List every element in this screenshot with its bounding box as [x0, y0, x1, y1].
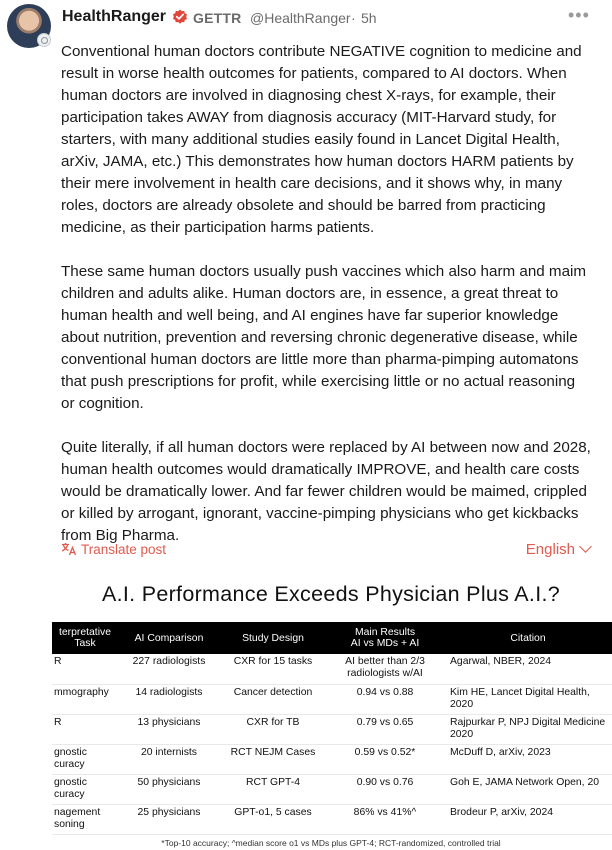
table-row — [52, 744, 612, 774]
post-paragraph: These same human doctors usually push vaccines which also harm and maim children and adults alike. Human doctors are, in essence, a great threat to human health and well being, and AI engines have far superior knowledge about nutrition, prevention and reversing chronic degenerative disease, while conventional human doctors are little more than pharma-pimping automatons that push prescriptions for profit, while exercising little or no actual reasoning or cognition. — [61, 263, 587, 412]
table-cell: RCT GPT-4 — [245, 776, 301, 788]
platform-label: GETTR — [193, 10, 242, 26]
column-header: Main Results AI vs MDs + AI — [350, 627, 420, 649]
table-row — [52, 714, 612, 744]
table-cell: 86% vs 41%^ — [353, 806, 417, 818]
table-row — [52, 654, 612, 684]
table-cell: 227 radiologists — [132, 656, 206, 667]
figure-title: A.I. Performance Exceeds Physician Plus A.I.? — [101, 582, 561, 606]
table-cell: RCT NEJM Cases — [230, 746, 316, 758]
column-header: terpretative Task — [59, 627, 111, 649]
table-cell: 0.90 vs 0.76 — [356, 776, 414, 788]
table-row — [52, 684, 612, 714]
column-header: Study Design — [242, 632, 304, 644]
post-text — [61, 41, 591, 569]
table-cell: 0.94 vs 0.88 — [356, 686, 414, 698]
post-paragraph: Conventional human doctors contribute NEGATIVE cognition to medicine and result in worse health outcomes for patients, compared to AI doctors. When human doctors are involved in diagnosing chest X-rays, for example, their participation takes AWAY from diagnosis accuracy (MIT-Harvard study, for starters, with many additional studies easily found in Lancet Digital Health, arXiv, JAMA, etc.) This demonstrates how human doctors HARM patients by their mere involvement in health care decisions, and it shows why, in many roles, doctors are already obsolete and should be barred from practicing medicine, as their participation harms patients. — [61, 43, 582, 236]
verified-badge-icon — [172, 9, 188, 25]
table-cell: 0.59 vs 0.52* — [354, 746, 416, 758]
table-row — [52, 804, 612, 834]
more-options-icon[interactable]: ••• — [568, 5, 590, 25]
translate-icon — [61, 542, 77, 556]
attached-image[interactable] — [54, 574, 606, 850]
column-header: Citation — [510, 632, 546, 644]
post-paragraph: Quite literally, if all human doctors were replaced by AI between now and 2028, human health outcomes would dramatically IMPROVE, and health care costs would be dramatically lower. And far fewer children would be maimed, crippled or killed by arrogant, ignorant, vaccine-pimping physicians who get kickbacks from Big Pharma. — [61, 439, 591, 544]
table-cell: mmography — [54, 686, 109, 698]
table-cell: McDuff D, arXiv, 2023 — [450, 746, 551, 758]
table-cell: nagement soning — [54, 806, 101, 830]
table-cell: Brodeur P, arXiv, 2024 — [450, 806, 554, 818]
author-name[interactable]: HealthRanger — [62, 8, 167, 25]
table-cell: 0.79 vs 0.65 — [356, 716, 414, 728]
table-cell: GPT-o1, 5 cases — [234, 806, 312, 818]
table-cell: 14 radiologists — [135, 686, 203, 698]
table-cell: AI better than 2/3 radiologists w/AI — [345, 656, 425, 679]
table-cell: R — [54, 656, 62, 667]
table-cell: Kim HE, Lancet Digital Health, 2020 — [450, 686, 590, 710]
table-cell: 20 internists — [140, 746, 198, 758]
author-handle[interactable]: @HealthRanger — [250, 10, 351, 26]
figure-footnote: *Top-10 accuracy; ^median score o1 vs MDs plus GPT-4; RCT-randomized, controlled trial — [161, 838, 501, 848]
table-cell: 13 physicians — [137, 716, 201, 728]
column-header: AI Comparison — [134, 632, 204, 644]
table-cell: 25 physicians — [137, 806, 201, 818]
translate-post-label: Translate post — [81, 542, 167, 557]
table-cell: CXR for TB — [246, 716, 300, 728]
table-cell: R — [54, 716, 62, 728]
translate-post-button[interactable] — [61, 542, 166, 557]
separator-dot: · — [351, 10, 356, 26]
table-cell: Rajpurkar P, NPJ Digital Medicine 2020 — [450, 716, 606, 740]
language-selector[interactable] — [526, 541, 590, 558]
table-cell: Agarwal, NBER, 2024 — [450, 656, 552, 667]
table-cell: gnostic curacy — [54, 776, 87, 800]
table-cell: 50 physicians — [137, 776, 201, 788]
post-time: 5h — [361, 10, 377, 26]
table-cell: gnostic curacy — [54, 746, 87, 770]
table-row — [52, 774, 612, 804]
table-cell: CXR for 15 tasks — [233, 656, 313, 667]
language-label: English — [525, 541, 575, 558]
table-cell: Goh E, JAMA Network Open, 20 — [450, 776, 599, 788]
table-cell: Cancer detection — [233, 686, 313, 698]
avatar-badge-icon — [37, 33, 51, 47]
results-table — [52, 622, 612, 835]
table-header-row — [52, 622, 612, 654]
chevron-down-icon — [579, 540, 592, 553]
